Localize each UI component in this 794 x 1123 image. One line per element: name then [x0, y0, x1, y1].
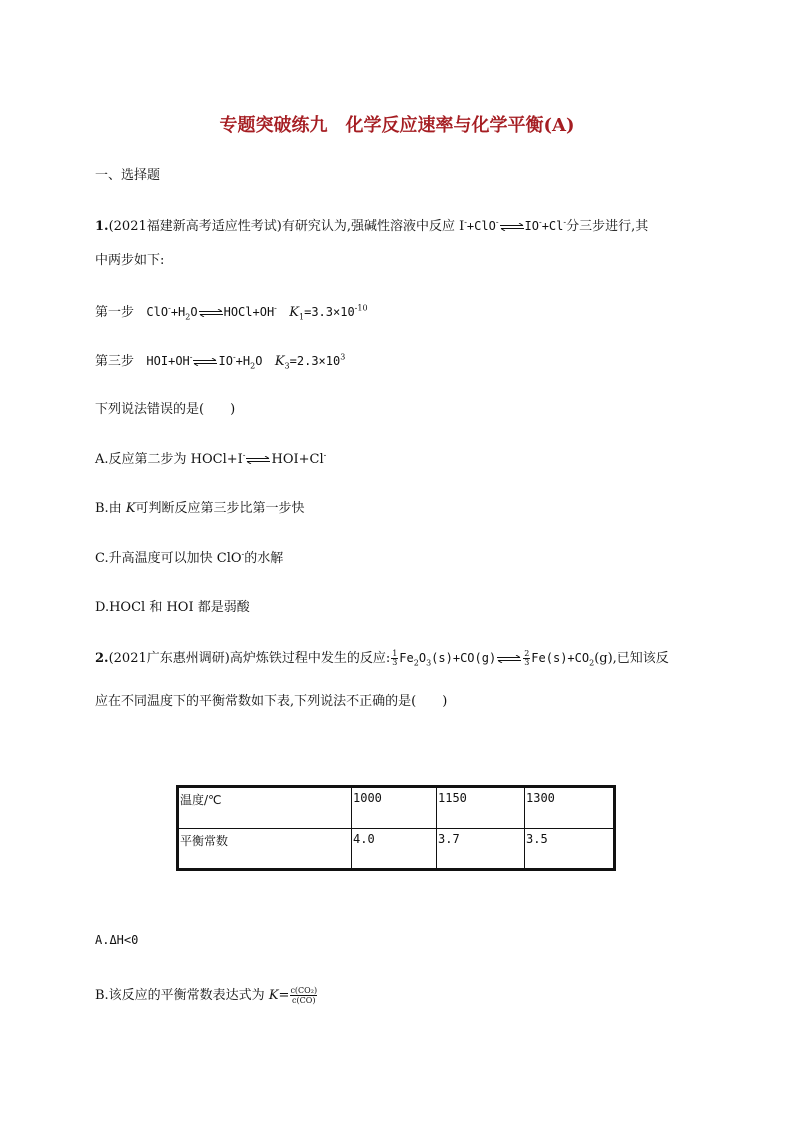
q1-text: 有研究认为,强碱性溶液中反应 I — [281, 219, 465, 234]
q1-text: 分三步进行,其 — [566, 219, 649, 234]
equilibrium-table — [176, 785, 616, 871]
equilibrium-arrow-icon — [198, 309, 224, 317]
step-species: +H — [170, 305, 186, 319]
k-value: =3.3×10 — [304, 305, 355, 319]
q2-species: Fe(s)+CO — [531, 651, 590, 665]
step-label: 第三步 — [95, 354, 135, 369]
option-text: HOI+Cl — [271, 452, 324, 467]
fraction-one-third — [391, 650, 398, 667]
table-row — [178, 828, 615, 870]
q2-source: (2021广东惠州调研) — [108, 651, 230, 666]
q1-step3: 第三步 HOI+OH- $IO^-+H_2O$ $K_3=2.3\times 10^3$ — [95, 352, 346, 371]
option-text: B.该反应的平衡常数表达式为 — [95, 988, 265, 1003]
q2-option-a — [95, 930, 138, 951]
k-exponent: -10 — [354, 303, 368, 313]
table-cell: 温度/℃ — [178, 787, 352, 829]
k-subscript: 1 — [299, 312, 305, 322]
q2-number: 2. — [95, 651, 109, 666]
fraction-num: c(CO₂) — [290, 986, 318, 995]
section-heading: 一、选择题 — [95, 168, 161, 183]
option-text: <0 — [123, 933, 139, 947]
equals-sign: = — [278, 988, 290, 1003]
k-symbol: K — [289, 305, 299, 320]
q1-species: IO — [524, 219, 539, 233]
step-species: HOI+OH — [146, 354, 190, 368]
k-symbol: K — [125, 501, 136, 516]
q2-text: 高炉炼铁过程中发生的反应: — [229, 651, 391, 666]
step-label: 第一步 — [95, 305, 135, 320]
q1-option-d: D.HOCl 和 HOI 都是弱酸 — [95, 600, 250, 615]
q1-number: 1. — [95, 219, 109, 234]
step-species: +H — [235, 354, 251, 368]
q1-species: +Cl — [541, 219, 564, 233]
k-exponent: 3 — [340, 352, 346, 362]
table-cell: 1000 — [352, 787, 437, 829]
q1-source: (2021福建新高考适应性考试) — [108, 219, 282, 234]
option-text: 可判断反应第三步比第一步快 — [135, 501, 305, 516]
table-cell: 3.5 — [525, 828, 615, 870]
fraction-den: 3 — [392, 658, 398, 667]
step-species: O — [255, 354, 263, 368]
step-species: HOCl+OH — [223, 305, 275, 319]
option-text: B.由 — [95, 501, 122, 516]
q1-question: 下列说法错误的是( ) — [95, 402, 236, 417]
q2-line2: 应在不同温度下的平衡常数如下表,下列说法不正确的是( ) — [95, 694, 448, 709]
table-row — [178, 787, 615, 829]
k-subscript: 3 — [284, 361, 290, 371]
q1-line2: 中两步如下: — [95, 253, 165, 268]
step-species: O — [190, 305, 198, 319]
q2-species: Fe — [399, 651, 414, 665]
table-cell: 3.7 — [437, 828, 525, 870]
q1-species: +ClO — [466, 219, 496, 233]
table-cell: 1150 — [437, 787, 525, 829]
page-title: 专题突破练九 化学反应速率与化学平衡(A) — [219, 115, 575, 136]
table-cell: 4.0 — [352, 828, 437, 870]
q2-option-b — [95, 986, 317, 1006]
q1-line1: 1.(2021福建新高考适应性考试)有研究认为,强碱性溶液中反应 I-+ClO- IO-+Cl-分三步进行,其 — [95, 217, 649, 234]
q2-species: (s)+CO(g) — [431, 651, 497, 665]
fraction-num: 2 — [524, 649, 530, 658]
step-species: IO — [218, 354, 233, 368]
k-symbol: K — [274, 354, 285, 369]
table-cell: 平衡常数 — [178, 828, 352, 870]
equilibrium-arrow-icon — [496, 655, 522, 663]
equilibrium-arrow-icon — [499, 223, 525, 231]
fraction-num: 1 — [392, 649, 398, 658]
option-text: A.ΔH — [95, 933, 124, 947]
q1-option-b — [95, 499, 305, 519]
q1-step1: 第一步 $ClO^-+H_2O$ HOCl+OH- $K_1=3.3\times 10^{-10}$ — [95, 303, 368, 322]
option-text: A.反应第二步为 HOCl+I — [95, 452, 243, 467]
q1-option-a: A.反应第二步为 HOCl+I- HOI+Cl- — [95, 450, 327, 467]
k-expression-fraction — [290, 986, 317, 1005]
step-species: ClO — [146, 305, 169, 319]
q2-species: O — [418, 651, 427, 665]
option-text: C.升高温度可以加快 ClO — [95, 551, 242, 566]
q2-line1: 2.(2021广东惠州调研)高炉炼铁过程中发生的反应: $\frac{1}{3}$ $Fe_2O_3(s)+CO(g)$ $\frac{2}{3}$ $Fe(s)+CO_2(g)$,已知该反 — [95, 649, 669, 668]
q1-option-c: C.升高温度可以加快 ClO-的水解 — [95, 549, 284, 566]
fraction-den: c(CO) — [292, 996, 316, 1005]
equilibrium-arrow-icon — [245, 456, 271, 464]
q2-text: (g),已知该反 — [594, 651, 669, 666]
fraction-den: 3 — [524, 658, 530, 667]
option-text: 的水解 — [244, 551, 284, 566]
equilibrium-arrow-icon — [192, 358, 218, 366]
k-symbol: K — [268, 988, 279, 1003]
fraction-two-thirds — [523, 650, 530, 667]
table-cell: 1300 — [525, 787, 615, 829]
k-value: =2.3×10 — [289, 354, 341, 368]
